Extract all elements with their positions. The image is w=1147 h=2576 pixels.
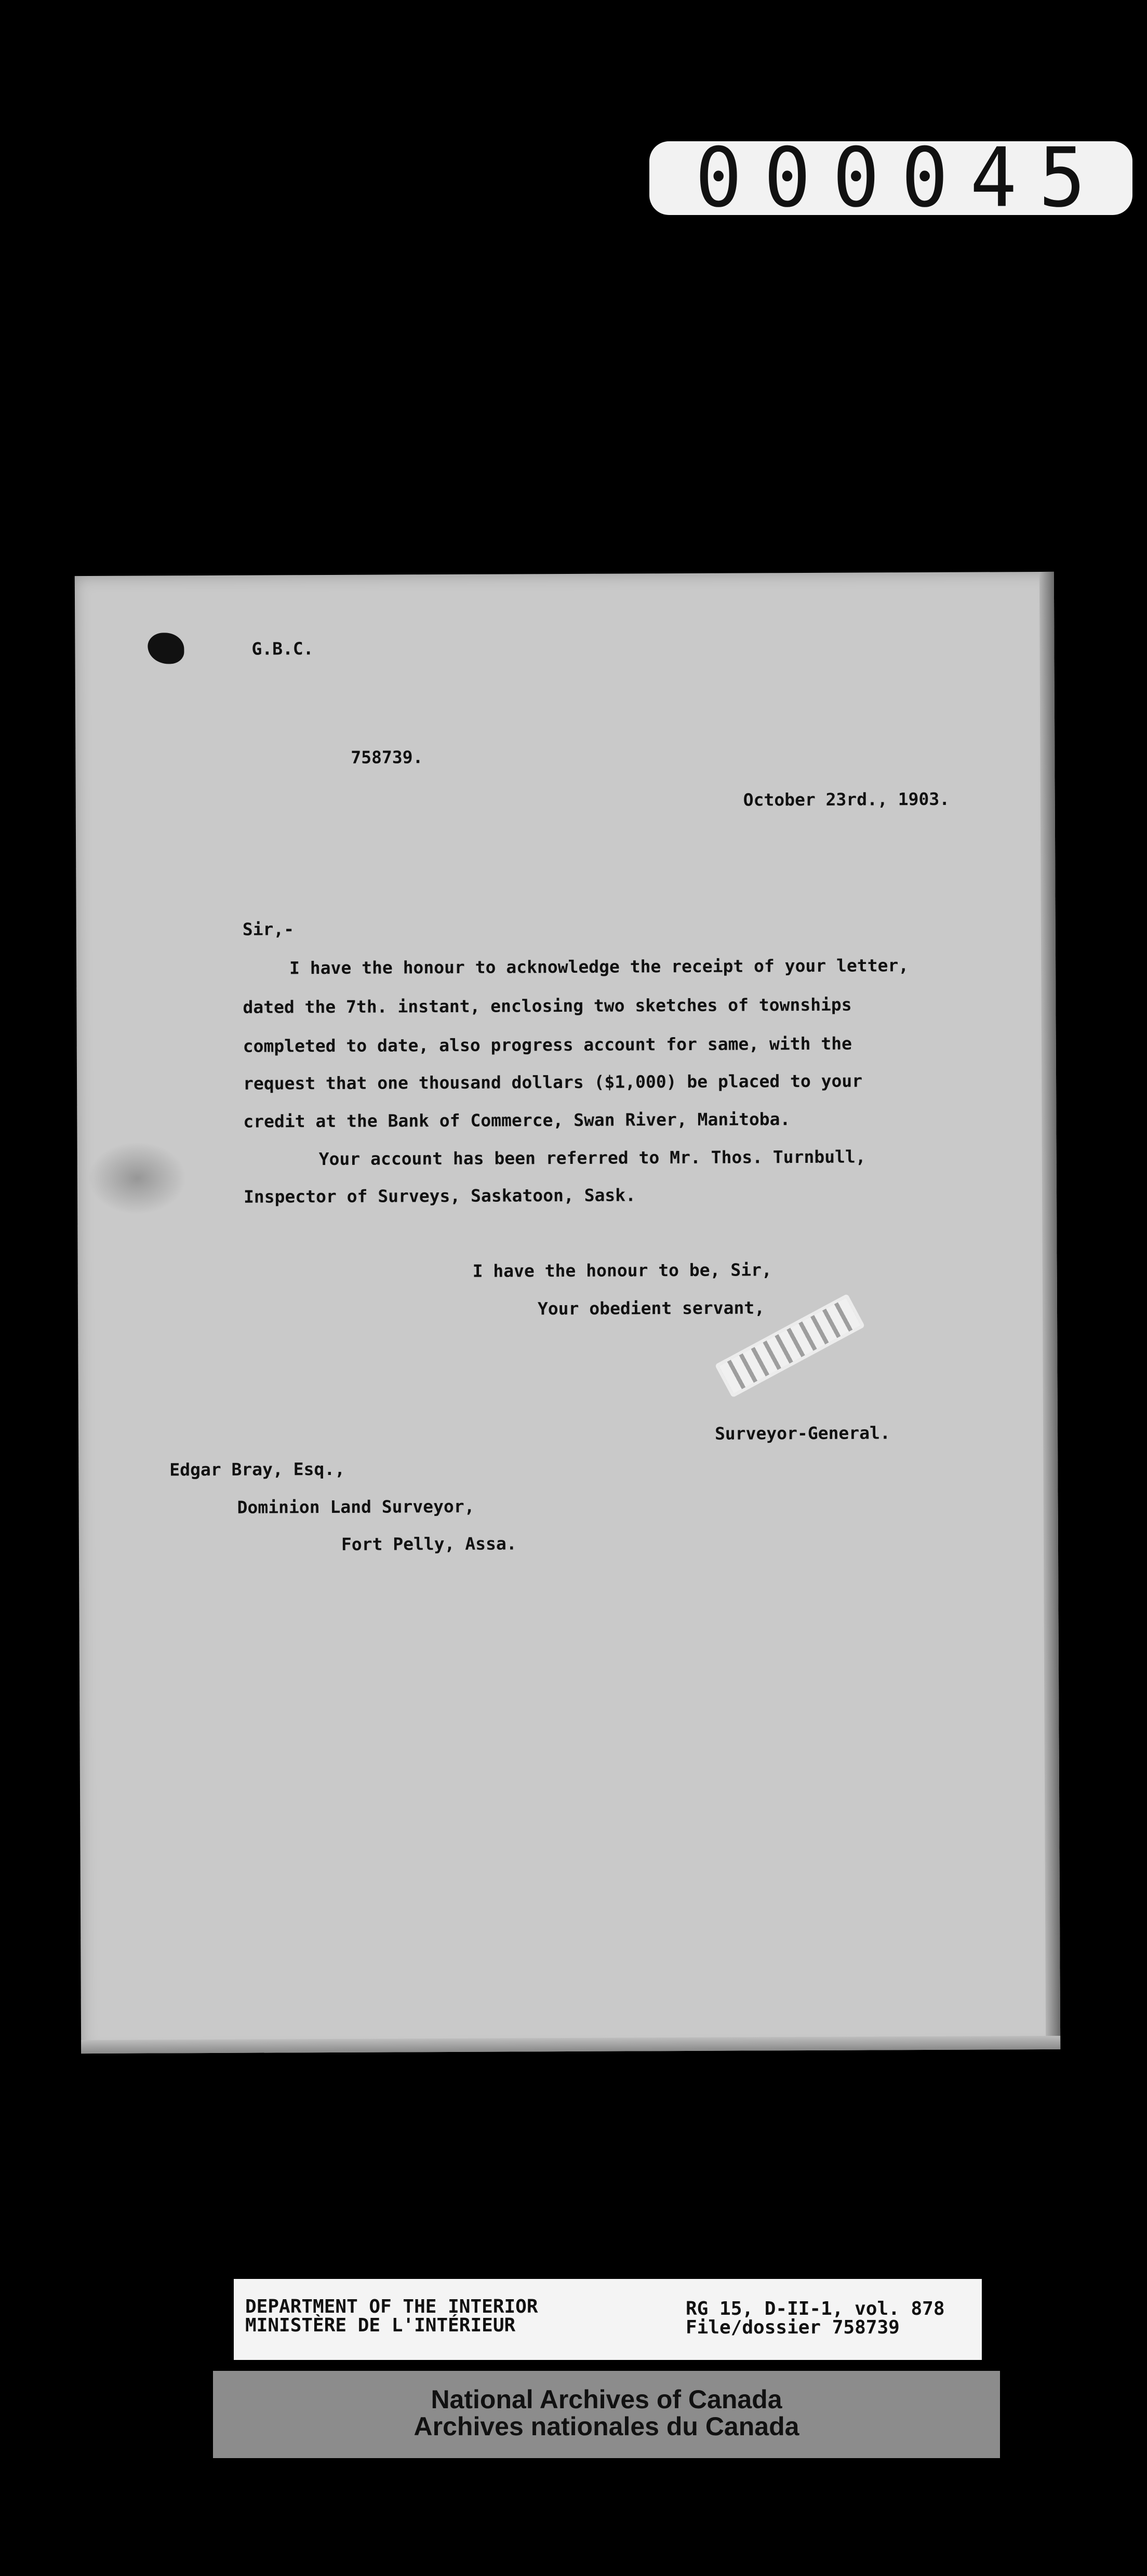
letter-date: October 23rd., 1903. — [743, 788, 950, 810]
file-dossier-number: File/dossier 758739 — [686, 2317, 900, 2338]
addressee-place: Fort Pelly, Assa. — [341, 1533, 517, 1554]
paper-bottom-edge — [81, 2036, 1060, 2054]
record-group-reference: RG 15, D-II-1, vol. 878 — [686, 2298, 945, 2319]
body-line-2: dated the 7th. instant, enclosing two sketches of townships — [243, 994, 852, 1017]
frame-counter-label — [649, 130, 1132, 226]
body-line-5: credit at the Bank of Commerce, Swan River, Manitoba. — [243, 1109, 791, 1132]
paper-smudge — [88, 1142, 187, 1215]
addressee-title: Dominion Land Surveyor, — [237, 1496, 475, 1518]
signature-title: Surveyor-General. — [714, 1423, 890, 1444]
body-line-4: request that one thousand dollars ($1,000) be placed to your — [243, 1070, 863, 1094]
national-archives-label — [213, 2371, 1000, 2458]
file-number: 758739. — [351, 747, 423, 768]
frame-number: 000045 — [695, 130, 1108, 226]
body-line-7: Inspector of Surveys, Saskatoon, Sask. — [243, 1185, 636, 1207]
dept-name-french: MINISTÈRE DE L'INTÉRIEUR — [245, 2315, 516, 2336]
archives-name-english: National Archives of Canada — [431, 2385, 782, 2414]
addressee-name: Edgar Bray, Esq., — [169, 1458, 345, 1480]
body-line-1: I have the honour to acknowledge the receipt of your letter, — [289, 955, 909, 978]
body-line-3: completed to date, also progress account for same, with the — [243, 1033, 852, 1056]
archive-reference-label — [234, 2279, 982, 2360]
dept-name-english: DEPARTMENT OF THE INTERIOR — [245, 2296, 538, 2317]
paper-edge-shadow — [1039, 572, 1060, 2049]
ink-blot-mark — [148, 633, 184, 664]
body-line-6: Your account has been referred to Mr. Thos. Turnbull, — [318, 1146, 866, 1170]
archives-name-french: Archives nationales du Canada — [414, 2412, 799, 2441]
closing-line-1: I have the honour to be, Sir, — [472, 1259, 772, 1281]
letter-salutation: Sir,- — [242, 919, 295, 940]
letter-page — [75, 572, 1060, 2054]
closing-line-2: Your obedient servant, — [537, 1297, 765, 1319]
letter-initials: G.B.C. — [251, 638, 314, 659]
